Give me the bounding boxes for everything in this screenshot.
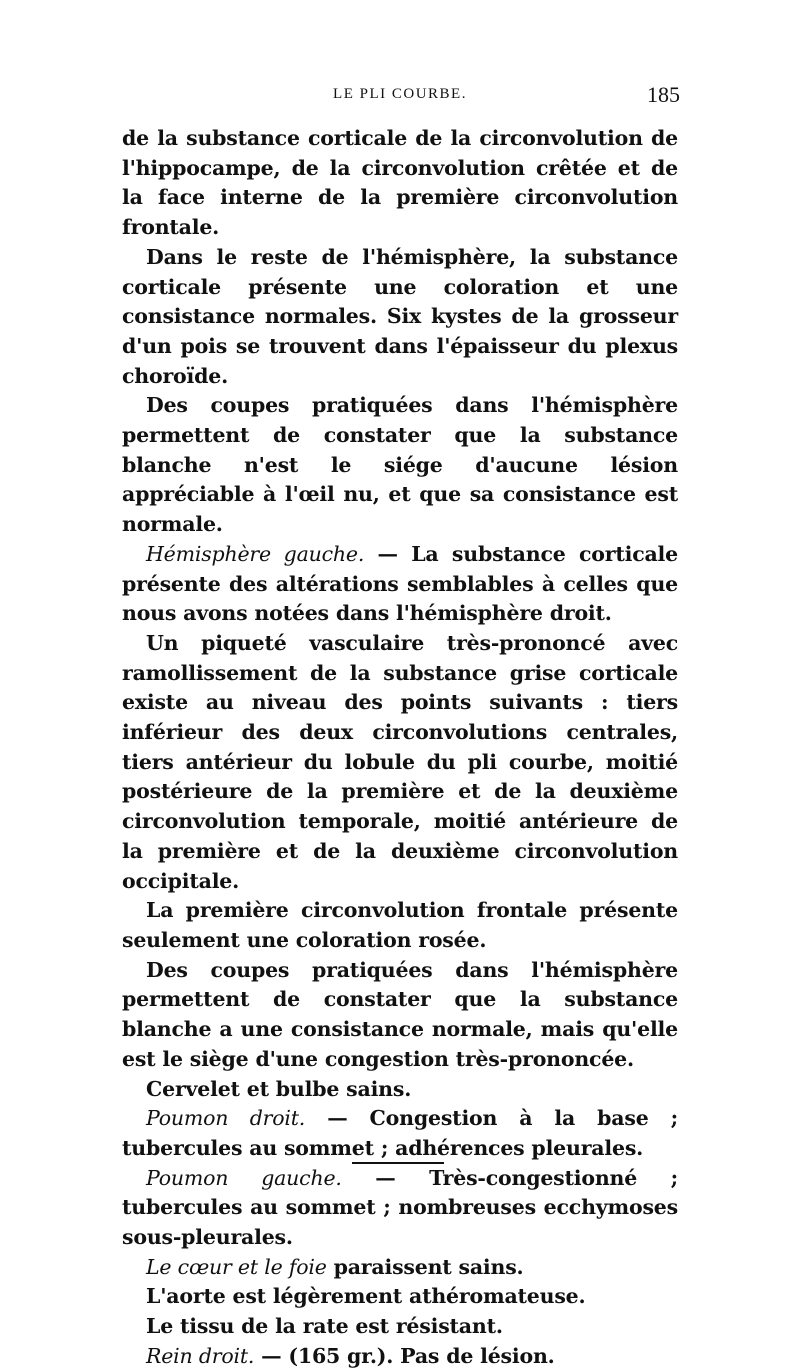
italic-lead: Le cœur et le foie (146, 1254, 327, 1279)
paragraph: Rein droit. — (165 gr.). Pas de lésion. (146, 1343, 555, 1368)
paragraph: Poumon gauche. — Très-congestionné ; tubercules au sommet ; nombreuses ecchymoses sous-pleurales. (122, 1165, 679, 1250)
paragraph: Poumon droit. — Congestion à la base ; tubercules au sommet ; adhérences pleurales. (122, 1106, 679, 1160)
italic-lead: Poumon droit. (146, 1106, 306, 1131)
paragraph: La première circonvolution frontale présente seulement une coloration rosée. (122, 898, 678, 952)
page-number: 185 (647, 82, 680, 107)
italic-lead: Poumon gauche. (146, 1165, 342, 1190)
paragraph: Un piqueté vasculaire très-prononcé avec ramollissement de la substance grise corticale existe au niveau des points suivants : tiers inférieur des deux circonvolutions centrales, tiers antérieur du lobule du pli courbe, moitié postérieure de la première et de la deuxième circonvolution temporale, moitié antérieure de la première et de la deuxième circonvolution occipitale. (122, 630, 678, 893)
running-title: LE PLI COURBE. (333, 86, 467, 102)
paragraph: Le cœur et le foie paraissent sains. (146, 1254, 524, 1279)
paragraph: de la substance corticale de la circonvolution de l'hippocampe, de la circonvolution crêtée et de la face interne de la première circonvolution frontale. (122, 126, 678, 240)
paragraph: Des coupes pratiquées dans l'hémisphère permettent de constater que la substance blanche n'est le siége d'aucune lésion appréciable à l'œil nu, et que sa consistance est normale. (122, 393, 678, 537)
paragraph: Dans le reste de l'hémisphère, la substance corticale présente une coloration et une consistance normales. Six kystes de la grosseur d'un pois se trouvent dans l'épaisseur du plexus choroïde. (122, 244, 678, 388)
paragraph: Cervelet et bulbe sains. (146, 1076, 412, 1101)
section-end-rule (352, 1162, 444, 1164)
paragraph: Des coupes pratiquées dans l'hémisphère permettent de constater que la substance blanche a une consistance normale, mais qu'elle est le siège d'une congestion très-prononcée. (122, 957, 678, 1071)
page-header (120, 82, 680, 116)
paragraph: Hémisphère gauche. — La substance corticale présente des altérations semblables à celles que nous avons notées dans l'hémisphère droit. (122, 541, 678, 626)
paragraph: Le tissu de la rate est résistant. (146, 1314, 503, 1339)
italic-lead: Rein droit. (146, 1343, 255, 1368)
italic-lead: Hémisphère gauche. (146, 541, 365, 566)
paragraph: L'aorte est légèrement athéromateuse. (146, 1284, 586, 1309)
body-text (122, 124, 678, 1372)
